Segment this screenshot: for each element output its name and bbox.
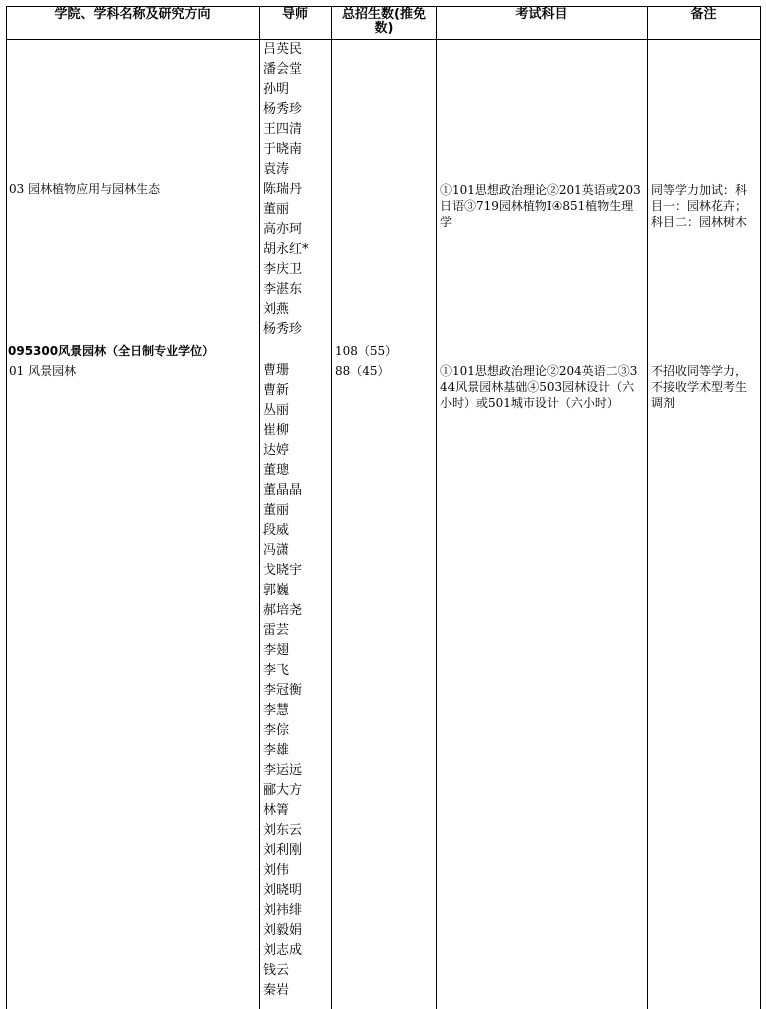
grid-line	[647, 6, 648, 1009]
advisor-name: 丛丽	[263, 403, 290, 418]
advisor-name: 孙明	[263, 82, 290, 97]
advisor-name: 董晶晶	[263, 483, 303, 498]
advisor-name: 曹珊	[263, 363, 290, 378]
exam-subjects-a: ①101思想政治理论②201英语或203日语③719园林植物I④851植物生理学	[440, 183, 641, 229]
advisor-name: 秦岩	[263, 983, 290, 998]
advisor-name: 郭巍	[263, 583, 290, 598]
remark-b: 不招收同等学力，不接收学术型考生调剂	[651, 364, 748, 410]
advisor-name: 袁涛	[263, 162, 290, 177]
advisor-name: 冯潇	[263, 543, 290, 558]
advisor-name: 董丽	[263, 503, 290, 518]
advisor-name: 刘伟	[263, 863, 290, 878]
grid-line	[760, 6, 761, 1009]
header-exam: 考试科目	[515, 7, 568, 22]
advisor-name: 于晓南	[263, 142, 303, 157]
exam-subjects-b: ①101思想政治理论②204英语二③344风景园林基础④503园林设计（六小时）或501城市设计（六小时）	[440, 364, 638, 410]
advisor-name: 李湛东	[263, 282, 303, 297]
advisor-name: 刘祎绯	[263, 903, 303, 918]
advisor-name: 杨秀珍	[263, 322, 303, 337]
advisor-name: 曹新	[263, 383, 290, 398]
direction-03-label: 03 园林植物应用与园林生态	[9, 182, 161, 196]
advisor-list-a	[263, 40, 309, 340]
direction-quota: 88（45）	[335, 364, 390, 378]
advisor-name: 郦大方	[263, 783, 303, 798]
header-advisor: 导师	[281, 7, 308, 22]
advisor-name: 杨秀珍	[263, 102, 303, 117]
advisor-name: 刘志成	[263, 943, 303, 958]
advisor-name: 潘会堂	[263, 62, 303, 77]
direction-01-label: 01 风景园林	[9, 364, 77, 378]
advisor-name: 吕英民	[263, 42, 303, 57]
advisor-name: 刘晓明	[263, 883, 303, 898]
advisor-name: 刘毅娟	[263, 923, 303, 938]
advisor-name: 李翅	[263, 643, 290, 658]
advisor-name: 达婷	[263, 443, 290, 458]
advisor-name: 王四清	[263, 122, 303, 137]
advisor-name: 董璁	[263, 463, 290, 478]
advisor-name: 钱云	[263, 963, 290, 978]
advisor-name: 刘利刚	[263, 843, 303, 858]
advisor-name: 刘东云	[263, 823, 303, 838]
top-cutoff-strip	[0, 0, 766, 4]
header-college: 学院、学科名称及研究方向	[54, 7, 211, 22]
advisor-name: 雷芸	[263, 623, 290, 638]
advisor-name: 段威	[263, 523, 290, 538]
remark-a: 同等学力加试：科目一：园林花卉；科目二：园林树木	[651, 183, 748, 229]
advisor-name: 李庆卫	[263, 262, 303, 277]
advisor-name: 胡永红*	[263, 242, 309, 257]
grid-line	[331, 6, 332, 1009]
grid-line	[259, 6, 260, 1009]
major-095300-title: 095300风景园林（全日制专业学位）	[8, 344, 215, 358]
advisor-name: 李倧	[263, 723, 290, 738]
advisor-name: 戈晓宇	[263, 563, 303, 578]
advisor-name: 郝培尧	[263, 603, 303, 618]
advisor-name: 林箐	[263, 803, 290, 818]
advisor-name: 李慧	[263, 703, 290, 718]
advisor-name: 刘燕	[263, 302, 290, 317]
grid-line	[436, 6, 437, 1009]
advisor-name: 陈瑞丹	[263, 182, 303, 197]
advisor-name: 李雄	[263, 743, 290, 758]
advisor-name: 崔柳	[263, 423, 290, 438]
advisor-list-b	[263, 361, 302, 1001]
advisor-name: 李运远	[263, 763, 303, 778]
header-remark: 备注	[690, 7, 717, 22]
major-quota: 108（55）	[335, 344, 398, 358]
advisor-name: 李飞	[263, 663, 290, 678]
grid-line	[6, 6, 7, 1009]
advisor-name: 李冠衡	[263, 683, 303, 698]
header-quota: 总招生数(推免数)	[342, 7, 426, 36]
advisor-name: 董丽	[263, 202, 290, 217]
advisor-name: 高亦珂	[263, 222, 303, 237]
